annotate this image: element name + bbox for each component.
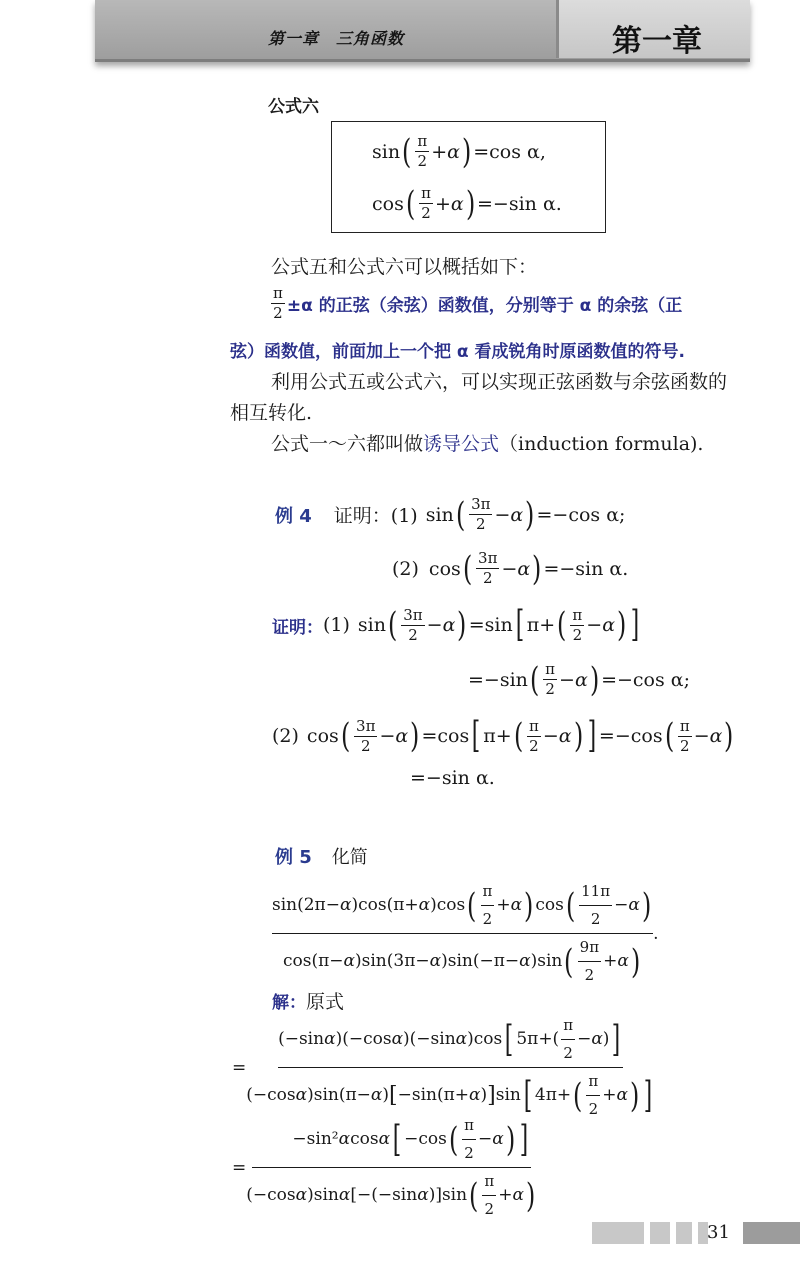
proof-line-prefix: =−sin bbox=[468, 668, 528, 691]
induction-term: 诱导公式 bbox=[423, 433, 500, 455]
proof-label: 证明： bbox=[272, 617, 323, 638]
prove-prefix: 证明：(1) bbox=[333, 505, 418, 527]
summary-paragraph-line-1: 利用公式五或公式六，可以实现正弦函数与余弦函数的 bbox=[271, 371, 728, 393]
example-4-statement-1: 例 4 证明：(1) sin ( $\frac{3\pi}{2}$ −α ) =−cos α; bbox=[275, 494, 626, 535]
solution-label: 解： bbox=[272, 993, 306, 1013]
induction-formula-line bbox=[271, 429, 703, 456]
example-4-statement-2: (2) cos ( $\frac{3\pi}{2}$ −α ) =−sin α. bbox=[392, 548, 629, 589]
proof-1-line-1: 证明： (1) sin ( $\frac{3\pi}{2}$ −α ) =sin [ π+ ( $\frac{\pi}{2}$ −α ) ] bbox=[272, 604, 640, 645]
statement-rhs: =−cos α; bbox=[536, 503, 626, 526]
chapter-badge-text: 第一章 bbox=[612, 24, 702, 59]
item-prefix: (2) bbox=[392, 557, 419, 580]
proof-prefix: (2) bbox=[272, 725, 299, 747]
rule-text: ±α 的正弦（余弦）函数值，分别等于 α 的余弦（正 bbox=[286, 296, 683, 316]
proof-2-line-1: (2) cos ( $\frac{3\pi}{2}$ −α ) =cos [ π+ ( $\frac{\pi}{2}$ −α ) ] =−cos ( $\frac{\pi}{2}$ −α ) bbox=[272, 715, 734, 756]
formula-six-line-1: sin ( $\frac{\pi}{2}$ +α ) =cos α, bbox=[372, 131, 546, 172]
summary-paragraph-line-2: 相互转化. bbox=[230, 402, 313, 424]
running-header-title: 第一章 三角函数 bbox=[268, 29, 405, 48]
proof-1-line-2: =−sin ( $\frac{\pi}{2}$ −α ) =−cos α; bbox=[468, 659, 691, 700]
example-5-expression: sin(2π− α )cos(π+ α )cos ( $\frac{\pi}{2}$ + α ) cos ( $\frac{11\pi}{2}$ − α ) cos(π− α )sin(3π− α )sin(−π− α )sin ( $\frac{9\pi}{2}$ + α ) . bbox=[272, 882, 659, 984]
summary-rule-line-2: 弦）函数值，前面加上一个把 α 看成锐角时原函数值的符号. bbox=[230, 342, 685, 362]
statement-rhs: =−sin α. bbox=[543, 557, 629, 580]
formula-fn: sin bbox=[372, 140, 401, 163]
proof-prefix: (1) bbox=[323, 614, 350, 636]
solution-label-line bbox=[272, 987, 344, 1014]
proof-2-line-2: =−sin α. bbox=[410, 767, 495, 789]
example-5-task: 化简 bbox=[331, 847, 368, 868]
solution-step-1: = (−sin α )(−cos α )(−sin α )cos [ 5π+( $\frac{\pi}{2}$ − α ) ] (−cos α )sin(π− α ) [ −sin(π+ α ) ] sin [ 4π+ ( $\frac{\pi}{2}$ + α ) ] bbox=[232, 1016, 653, 1118]
solution-text: 原式 bbox=[306, 991, 345, 1013]
proof-line-suffix: =−cos α; bbox=[601, 668, 691, 691]
formula-rhs: =−sin α. bbox=[477, 192, 562, 215]
induction-prefix: 公式一～六都叫做 bbox=[271, 433, 424, 455]
summary-rule-line-1: $\frac{\pi}{2}$ ±α 的正弦（余弦）函数值，分别等于 α 的余弦（正 bbox=[273, 284, 683, 322]
page-number: 31 bbox=[707, 1222, 730, 1243]
solution-step-2: = −sin² α cos α [ −cos ( $\frac{\pi}{2}$ − α ) ] (−cos α )sin α [−(−sin α )]sin ( $\frac{\pi}{2}$ + α ) bbox=[232, 1116, 536, 1218]
formula-rhs: =cos α, bbox=[473, 140, 546, 163]
formula-fn: cos bbox=[372, 192, 404, 215]
example-4-label: 例 4 bbox=[275, 505, 312, 527]
formula-six-line-2: cos ( $\frac{\pi}{2}$ +α ) =−sin α. bbox=[372, 183, 562, 224]
example-5-statement bbox=[275, 843, 368, 869]
example-5-label: 例 5 bbox=[275, 847, 312, 868]
formula-six-title: 公式六 bbox=[268, 97, 319, 117]
footer-decoration bbox=[592, 1222, 708, 1244]
summary-intro: 公式五和公式六可以概括如下： bbox=[271, 256, 538, 278]
induction-suffix: （induction formula). bbox=[499, 433, 704, 455]
footer-bar-right bbox=[743, 1222, 800, 1244]
proof-mid: =−cos bbox=[598, 725, 663, 747]
